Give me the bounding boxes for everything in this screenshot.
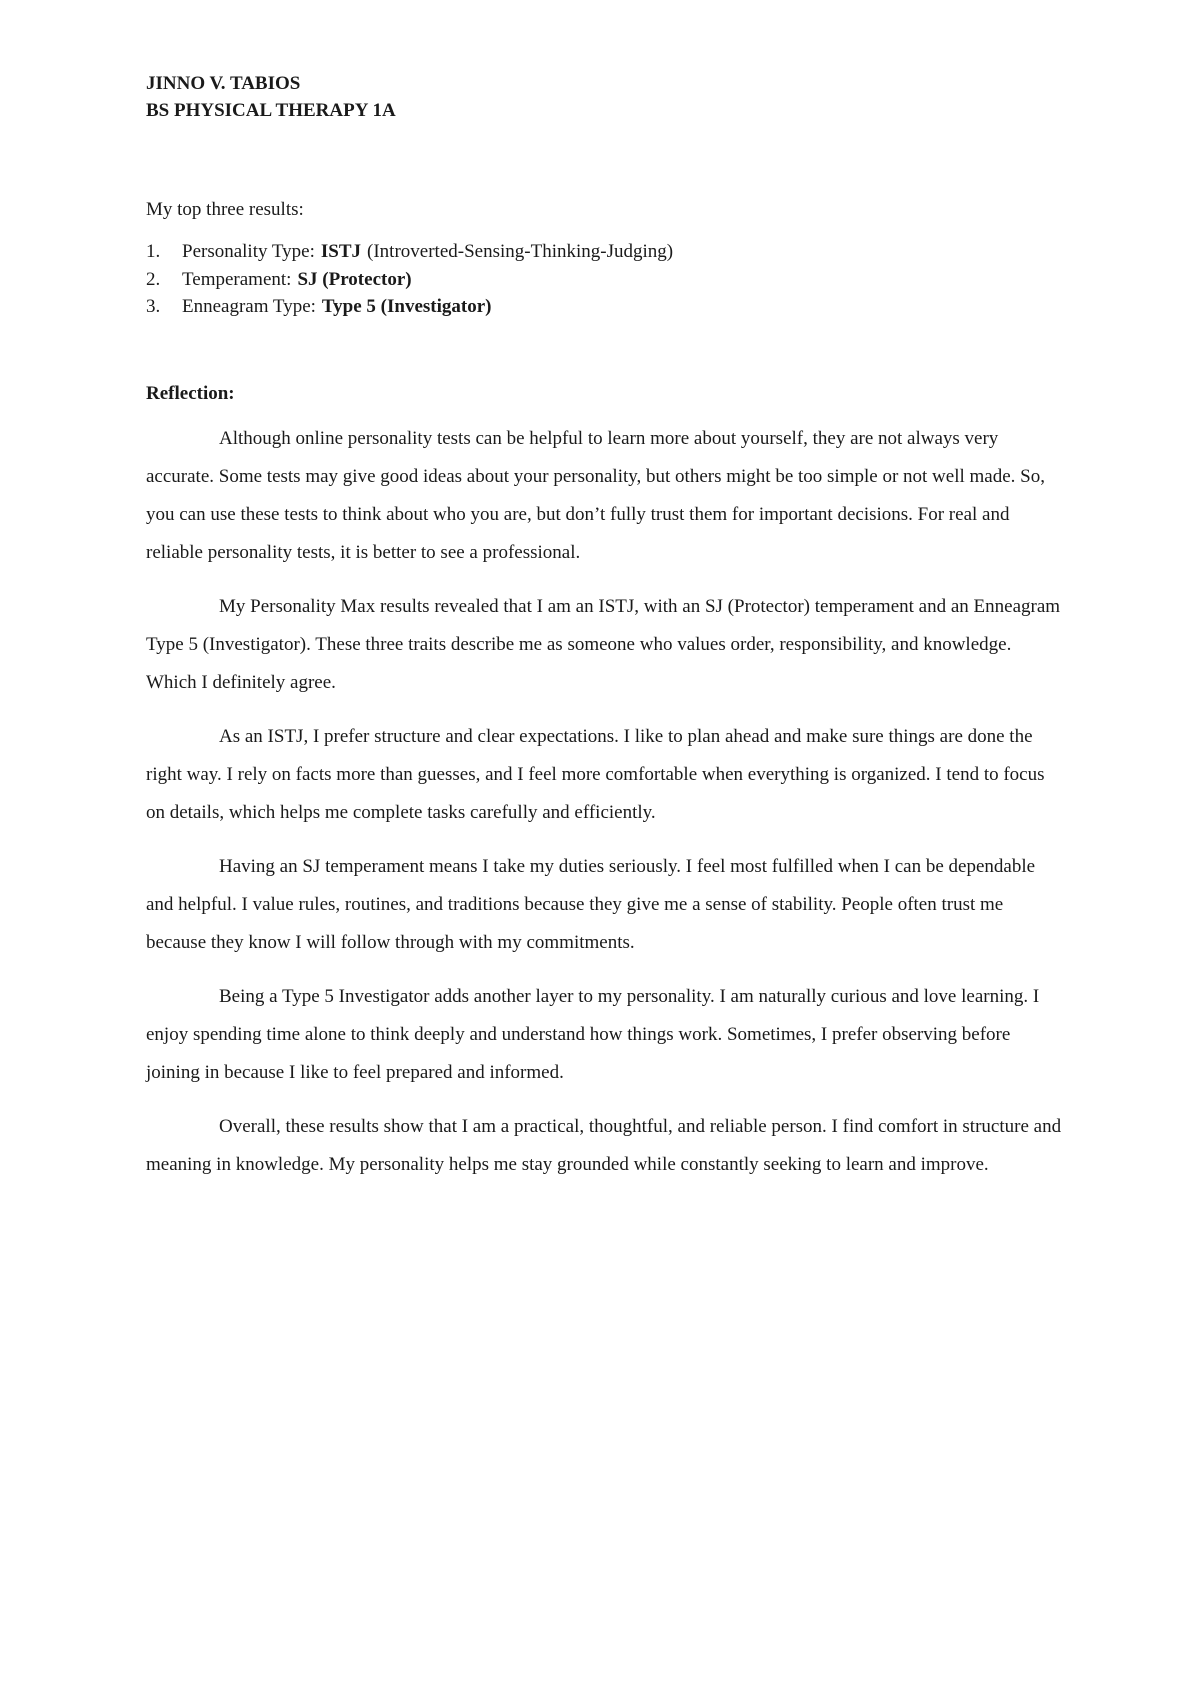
reflection-paragraph: Overall, these results show that I am a practical, thoughtful, and reliable person. I find comfort in structure and meaning in knowledge. My personality helps me stay grounded while constantly seeking to learn and improve.	[146, 1116, 1062, 1175]
result-item-temperament	[146, 266, 673, 294]
reflection-heading: Reflection:	[146, 383, 235, 404]
result-number: 2.	[146, 268, 161, 290]
result-label: Temperament:	[182, 268, 292, 290]
results-intro: My top three results:	[146, 199, 304, 220]
result-label: Enneagram Type:	[182, 296, 316, 317]
reflection-body	[146, 420, 1066, 1200]
result-value: ISTJ	[320, 241, 362, 262]
author-program: BS PHYSICAL THERAPY 1A	[146, 100, 396, 121]
result-item-personality	[146, 238, 673, 266]
result-value: SJ (Protector)	[297, 268, 412, 290]
result-detail: (Introverted-Sensing-Thinking-Judging)	[367, 241, 674, 262]
reflection-paragraph: Although online personality tests can be helpful to learn more about yourself, they are not always very accurate. Some tests may give good ideas about your personality, but others might be too simple or not well made. So, you can use these tests to think about who you are, but don’t fully trust them for important decisions. For real and reliable personality tests, it is better to see a professional.	[146, 428, 1045, 563]
result-label: Personality Type:	[182, 241, 315, 262]
document-content	[146, 70, 1066, 1175]
result-value: Type 5 (Investigator)	[321, 296, 492, 317]
result-number: 1.	[146, 241, 161, 262]
reflection-paragraph: Being a Type 5 Investigator adds another layer to my personality. I am naturally curious and love learning. I enjoy spending time alone to think deeply and understand how things work. Sometimes, I prefer observing before joining in because I like to feel prepared and informed.	[146, 986, 1040, 1083]
results-list	[146, 238, 673, 321]
reflection-paragraph: As an ISTJ, I prefer structure and clear expectations. I like to plan ahead and make sure things are done the right way. I rely on facts more than guesses, and I feel more comfortable when everything is organized. I tend to focus on details, which helps me complete tasks carefully and efficiently.	[146, 726, 1045, 823]
result-number: 3.	[146, 296, 161, 317]
author-name: JINNO V. TABIOS	[146, 73, 301, 94]
reflection-paragraph: My Personality Max results revealed that I am an ISTJ, with an SJ (Protector) temperament and an Enneagram Type 5 (Investigator). These three traits describe me as someone who values order, responsibility, and knowledge. Which I definitely agree.	[146, 596, 1061, 693]
reflection-paragraph: Having an SJ temperament means I take my duties seriously. I feel most fulfilled when I can be dependable and helpful. I value rules, routines, and traditions because they give me a sense of stability. People often trust me because they know I will follow through with my commitments.	[146, 856, 1036, 953]
result-item-enneagram	[146, 293, 673, 321]
